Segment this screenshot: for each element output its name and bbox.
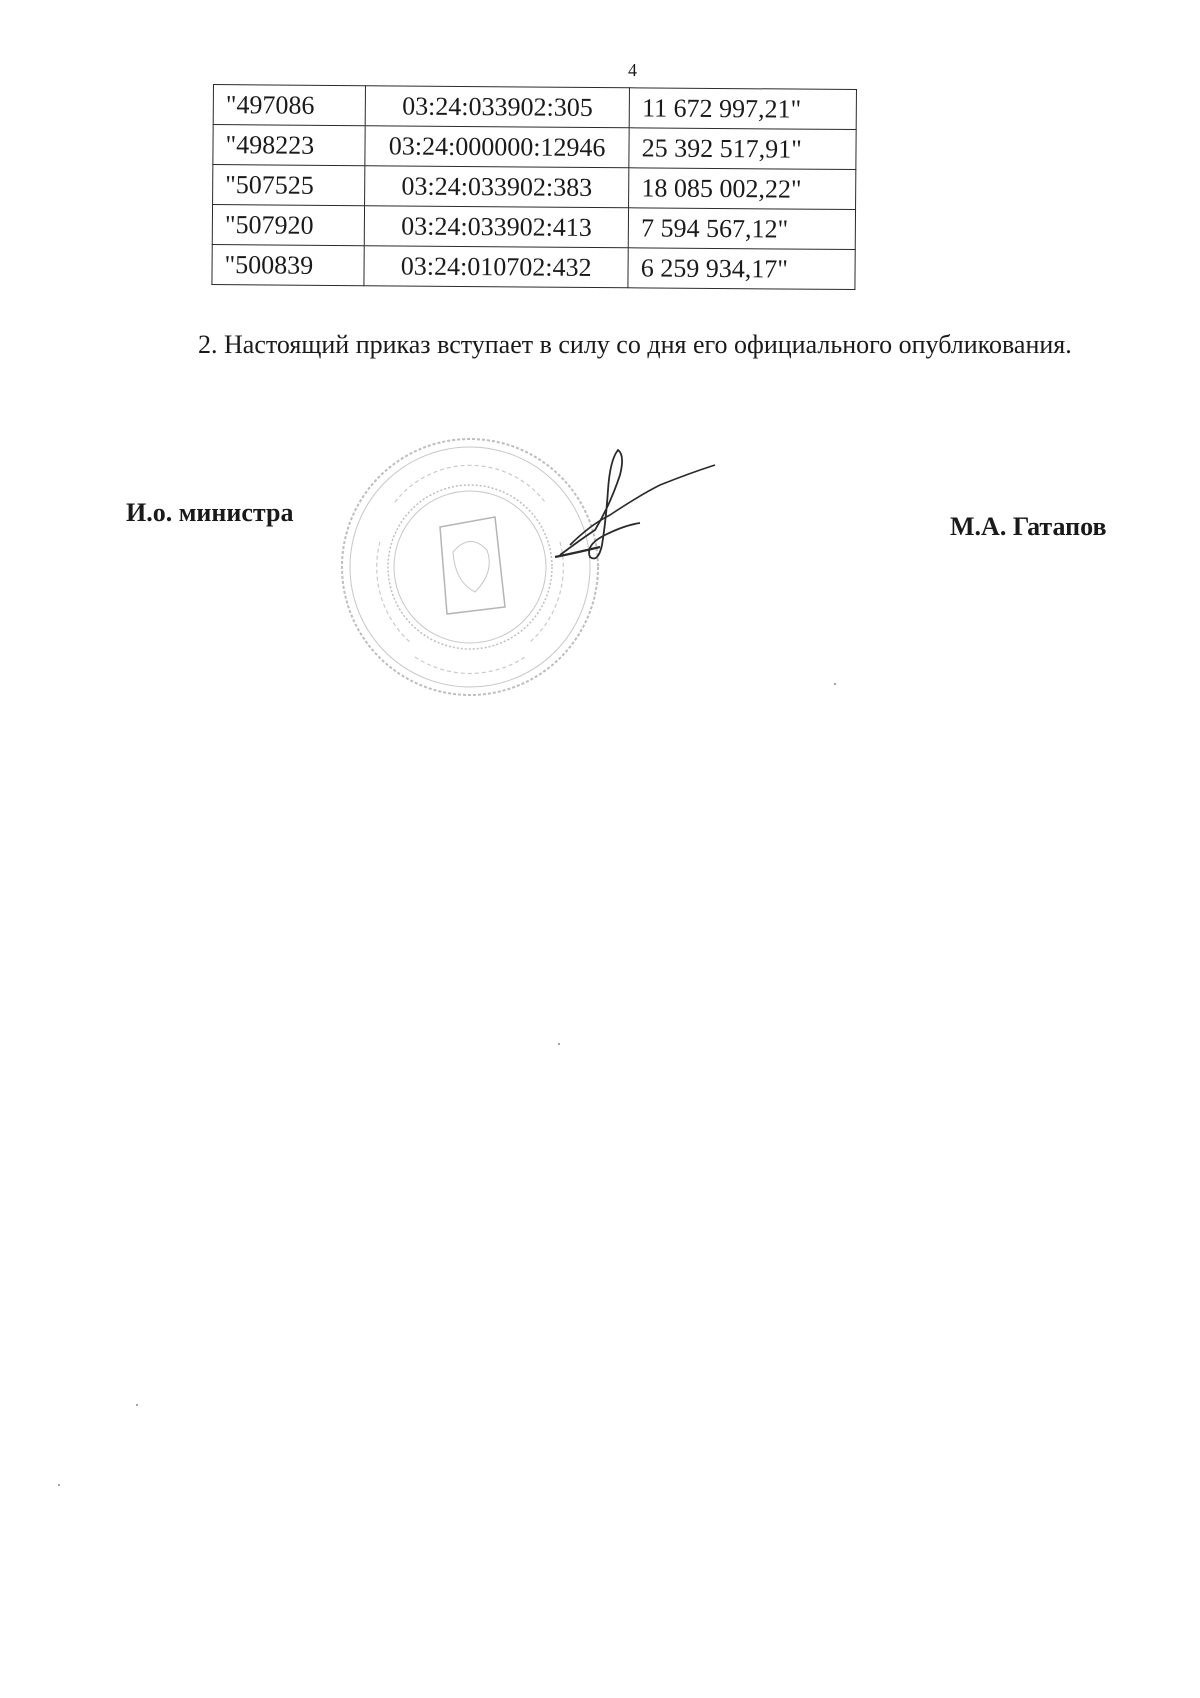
- scan-speck: [558, 1043, 560, 1045]
- object-id-cell: "497086: [213, 85, 365, 126]
- object-id-cell: "500839: [212, 244, 364, 285]
- table-row: [213, 165, 856, 210]
- cadastral-number-cell: 03:24:033902:383: [365, 166, 629, 208]
- paragraph-effective-date: 2. Настоящий приказ вступает в силу со дня его официального опубликования.: [198, 330, 1072, 359]
- scan-speck: [136, 1404, 138, 1406]
- scan-speck: [834, 683, 836, 685]
- page-number: 4: [628, 60, 637, 80]
- cadastral-value-cell: 25 392 517,91": [629, 128, 856, 170]
- cadastral-number-cell: 03:24:010702:432: [364, 246, 628, 288]
- object-id-cell: "498223: [213, 125, 365, 166]
- table-row: [212, 205, 855, 250]
- object-id-cell: "507525: [213, 165, 365, 206]
- cadastral-number-cell: 03:24:033902:305: [365, 86, 629, 128]
- cadastral-value-cell: 6 259 934,17": [628, 248, 855, 290]
- scan-speck: [58, 1484, 60, 1486]
- signatory-name: М.А. Гатапов: [950, 512, 1107, 541]
- cadastral-value-table: [211, 84, 857, 290]
- cadastral-value-cell: 11 672 997,21": [629, 88, 856, 130]
- cadastral-value-cell: 7 594 567,12": [628, 208, 855, 250]
- cadastral-number-cell: 03:24:000000:12946: [365, 126, 629, 168]
- cadastral-number-cell: 03:24:033902:413: [364, 206, 628, 248]
- signature-icon: [550, 445, 720, 575]
- table-row: [213, 125, 856, 170]
- table-row: [213, 85, 856, 130]
- signatory-role: И.о. министра: [126, 498, 294, 527]
- object-id-cell: "507920: [212, 205, 364, 246]
- cadastral-value-cell: 18 085 002,22": [629, 168, 856, 210]
- table-row: [212, 244, 855, 289]
